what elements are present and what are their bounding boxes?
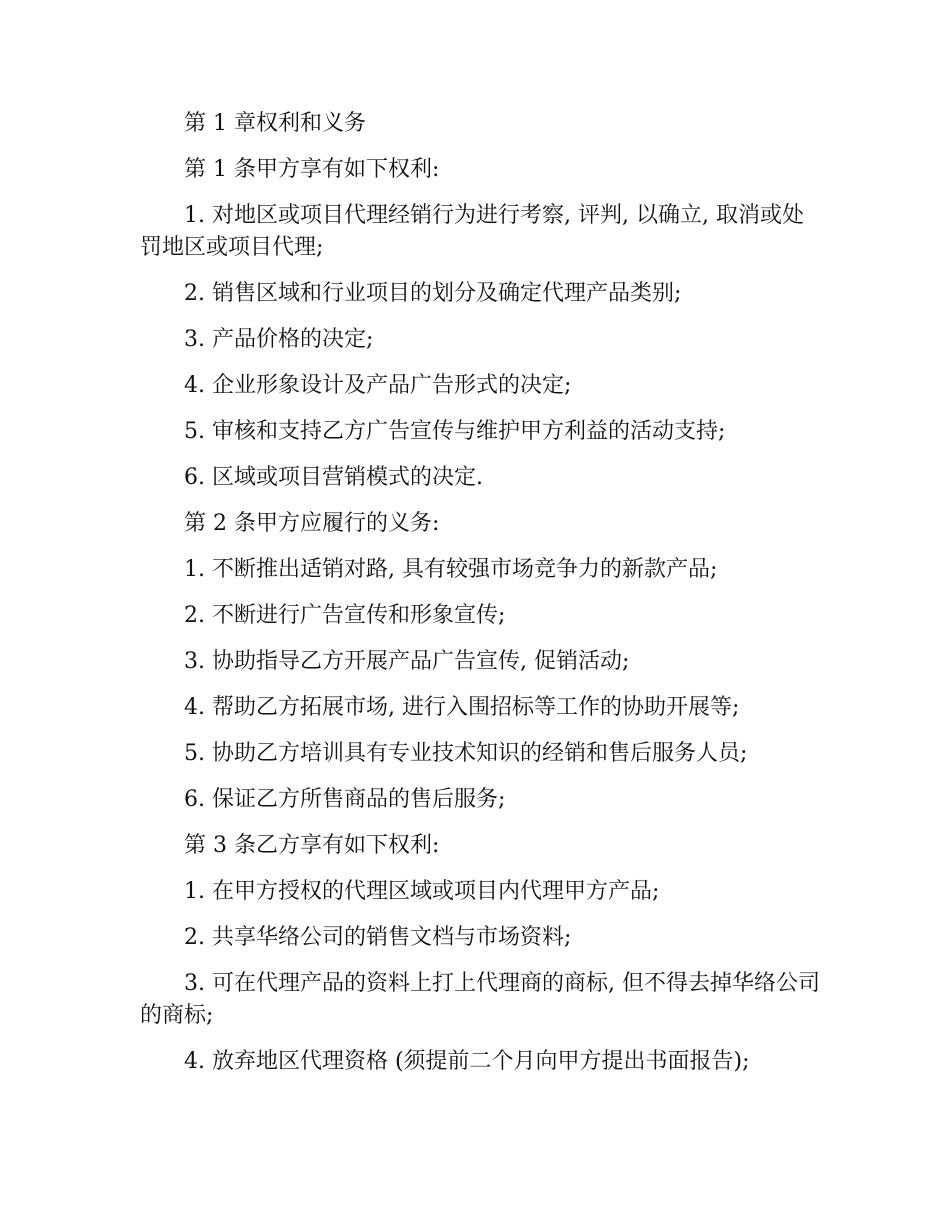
list-item: 5. 协助乙方培训具有专业技术知识的经销和售后服务人员; xyxy=(184,741,748,766)
list-item: 2. 共享华络公司的销售文档与市场资料; xyxy=(184,925,572,950)
list-item: 3. 协助指导乙方开展产品广告宣传, 促销活动; xyxy=(184,649,630,674)
list-item: 2. 销售区域和行业项目的划分及确定代理产品类别; xyxy=(184,281,682,306)
document-body xyxy=(140,108,820,1092)
chapter-heading: 第 1 章权利和义务 xyxy=(184,111,366,136)
list-item: 4. 企业形象设计及产品广告形式的决定; xyxy=(184,373,572,398)
list-item: 1. 对地区或项目代理经销行为进行考察, 评判, 以确立, 取消或处罚地区或项目代理; xyxy=(140,203,804,260)
article-heading: 第 1 条甲方享有如下权利: xyxy=(184,157,440,182)
article-heading: 第 3 条乙方享有如下权利: xyxy=(184,833,440,858)
article-heading: 第 2 条甲方应履行的义务: xyxy=(184,511,440,536)
list-item: 3. 可在代理产品的资料上打上代理商的商标, 但不得去掉华络公司的商标; xyxy=(140,971,820,1028)
list-item: 4. 帮助乙方拓展市场, 进行入围招标等工作的协助开展等; xyxy=(184,695,740,720)
list-item: 6. 保证乙方所售商品的售后服务; xyxy=(184,787,506,812)
list-item: 1. 在甲方授权的代理区域或项目内代理甲方产品; xyxy=(184,879,660,904)
list-item: 4. 放弃地区代理资格 (须提前二个月向甲方提出书面报告); xyxy=(184,1049,750,1074)
list-item: 2. 不断进行广告宣传和形象宣传; xyxy=(184,603,506,628)
list-item: 1. 不断推出适销对路, 具有较强市场竞争力的新款产品; xyxy=(184,557,718,582)
list-item: 5. 审核和支持乙方广告宣传与维护甲方利益的活动支持; xyxy=(184,419,726,444)
list-item: 6. 区域或项目营销模式的决定. xyxy=(184,465,483,490)
list-item: 3. 产品价格的决定; xyxy=(184,327,374,352)
